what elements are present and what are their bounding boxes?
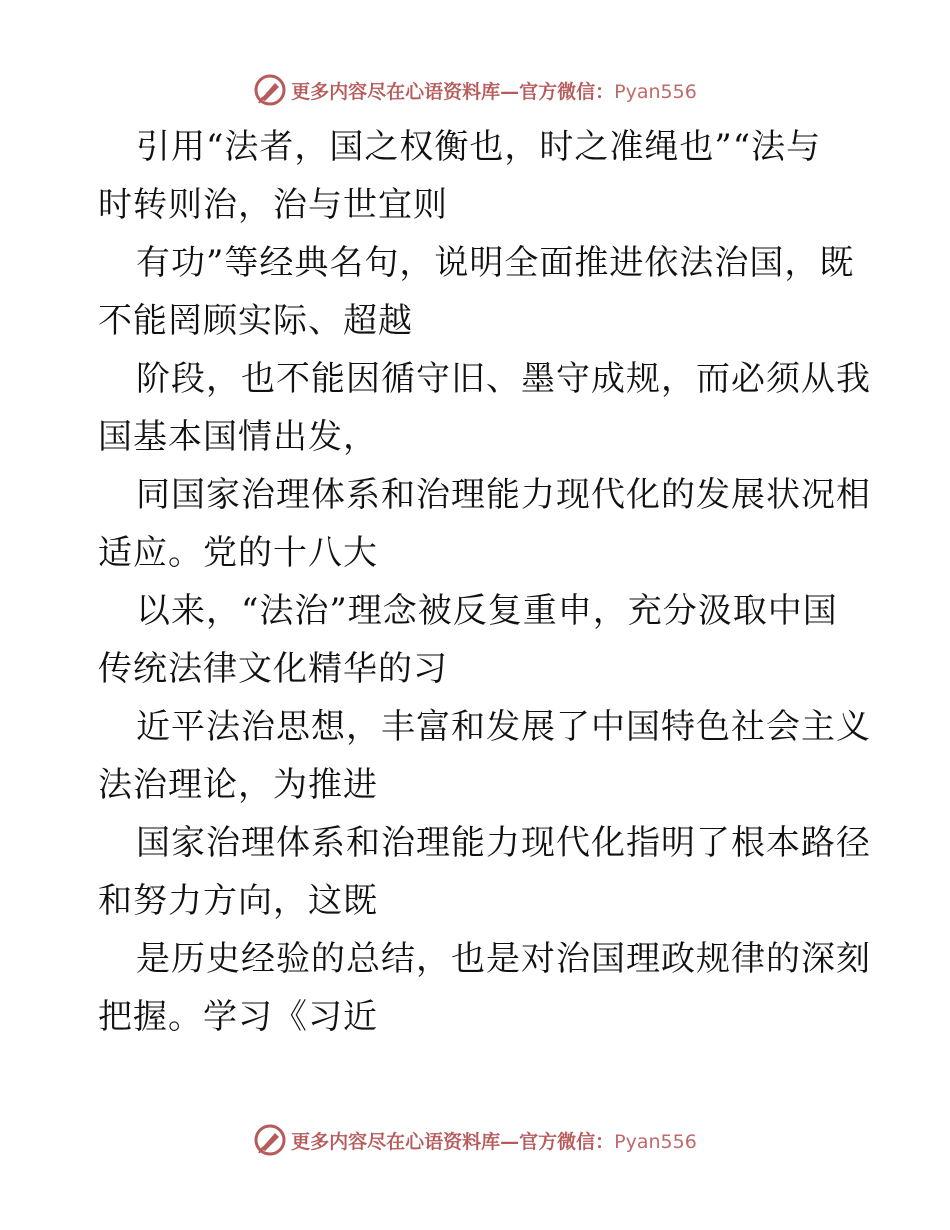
text-line: 近平法治思想，丰富和发展了中国特色社会主义 xyxy=(136,707,871,747)
header-wechat-id: Pyan556 xyxy=(614,80,697,103)
pen-logo-icon xyxy=(253,73,287,107)
header-banner-text xyxy=(291,77,697,104)
header-banner xyxy=(0,70,950,110)
text-line: 时转则治，治与世宜则 xyxy=(98,185,448,225)
text-line: 适应。党的十八大 xyxy=(98,533,378,573)
text-line: 把握。学习《习近 xyxy=(98,997,378,1037)
footer-wechat-id: Pyan556 xyxy=(614,1130,697,1153)
text-line: 同国家治理体系和治理能力现代化的发展状况相 xyxy=(136,475,871,515)
text-line: 国家治理体系和治理能力现代化指明了根本路径 xyxy=(136,823,871,863)
text-line: 和努力方向，这既 xyxy=(98,881,378,921)
pen-logo-icon xyxy=(253,1123,287,1157)
footer-banner-text xyxy=(291,1127,697,1154)
header-banner-label: 更多内容尽在心语资料库—官方微信： xyxy=(291,80,615,103)
text-line: 法治理论，为推进 xyxy=(98,765,378,805)
text-line: 传统法律文化精华的习 xyxy=(98,649,448,689)
text-line: 有功”等经典名句，说明全面推进依法治国，既 xyxy=(136,243,855,283)
text-line: 不能罔顾实际、超越 xyxy=(98,301,413,341)
text-line: 国基本国情出发， xyxy=(98,417,378,457)
text-line: 以来，“法治”理念被反复重申，充分汲取中国 xyxy=(136,591,838,631)
document-body xyxy=(98,118,871,1046)
text-line: 是历史经验的总结，也是对治国理政规律的深刻 xyxy=(136,939,871,979)
text-line: 引用“法者，国之权衡也，时之准绳也”“法与 xyxy=(136,127,822,167)
text-line: 阶段，也不能因循守旧、墨守成规，而必须从我 xyxy=(136,359,871,399)
footer-banner xyxy=(0,1120,950,1160)
footer-banner-label: 更多内容尽在心语资料库—官方微信： xyxy=(291,1130,615,1153)
